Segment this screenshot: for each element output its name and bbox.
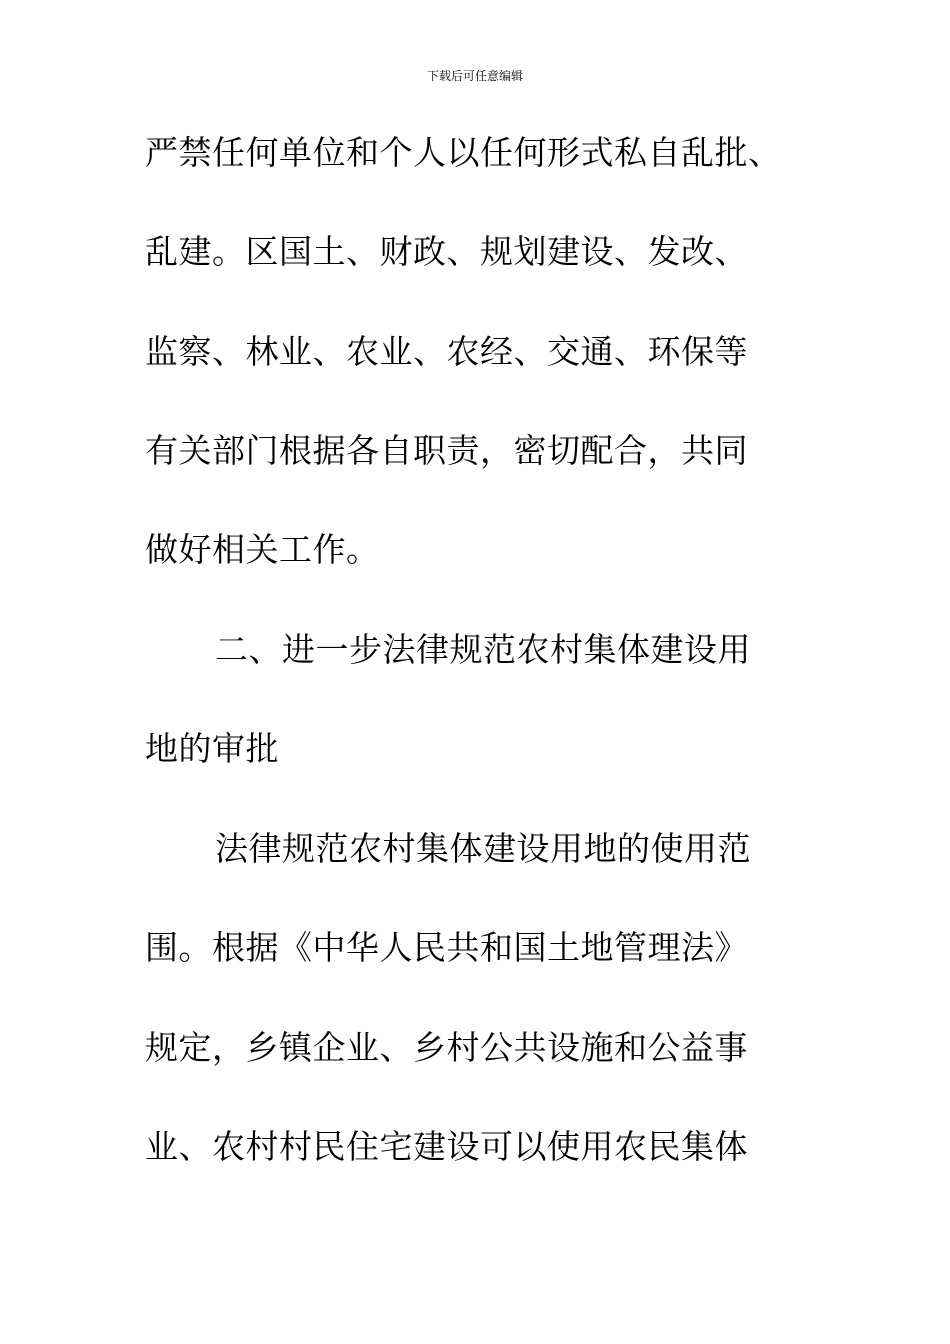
page-header-note: 下载后可任意编辑 (426, 69, 523, 83)
text-line: 法律规范农村集体建设用地的使用范 (215, 829, 751, 868)
text-line: 乱建。区国土、财政、规划建设、发改、 (145, 232, 748, 271)
section-heading-line: 二、进一步法律规范农村集体建设用 (215, 630, 751, 669)
document-body (145, 0, 825, 1344)
text-line: 规定，乡镇企业、乡村公共设施和公益事 (145, 1028, 748, 1067)
text-line: 监察、林业、农业、农经、交通、环保等 (145, 332, 748, 371)
text-line: 业、农村村民住宅建设可以使用农民集体 (145, 1127, 748, 1166)
text-line: 有关部门根据各自职责，密切配合，共同 (145, 431, 748, 470)
text-line: 围。根据《中华人民共和国土地管理法》 (145, 928, 748, 967)
text-line: 做好相关工作。 (145, 530, 380, 569)
section-heading-line: 地的审批 (145, 729, 279, 768)
text-line: 严禁任何单位和个人以任何形式私自乱批、 (145, 133, 782, 172)
